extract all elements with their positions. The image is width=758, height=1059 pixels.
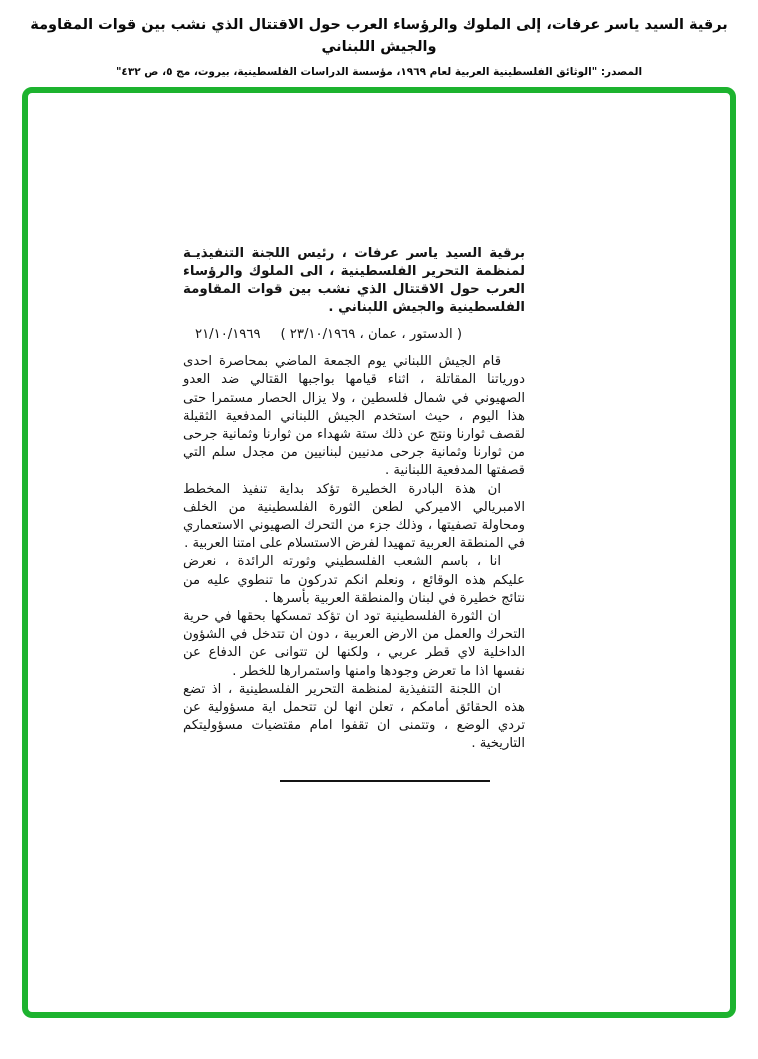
- paragraph-2: ان هذة البادرة الخطيرة تؤكد بداية تنفيذ المخطط الامبريالي الاميركي لطعن الثورة الفلسطينية من الخلف ومحاولة تصفيتها ، وذلك جزء من التحرك الصهيوني الاستعماري في المنطقة العربية تمهيدا لفرض الاستسلام على امتنا العربية .: [183, 481, 525, 552]
- paragraph-5: ان اللجنة التنفيذية لمنظمة التحرير الفلسطينية ، اذ تضع هذه الحقائق أمامكم ، تعلن انها لن تتحمل اية مسؤولية عن تردي الوضع ، وتتمنى ان تقفوا امام مقتضيات مسؤوليتكم التاريخية .: [183, 681, 525, 752]
- scanned-document: [183, 245, 525, 782]
- document-date: ٢١/١٠/١٩٦٩: [195, 327, 261, 342]
- signature-divider: [280, 780, 490, 783]
- top-header: [0, 14, 758, 78]
- document-body: [183, 353, 525, 753]
- document-date-source: ( الدستور ، عمان ، ٢٣/١٠/١٩٦٩ ): [280, 327, 462, 342]
- paragraph-1: قام الجيش اللبناني يوم الجمعة الماضي بمحاصرة احدى دورياتنا المقاتلة ، اثناء قيامها بواجبها القتالي ضد العدو الصهيوني في شمال فلسطين ، ولا يزال الحصار مستمرا حتى هذا اليوم ، حيث استخدم الجيش اللبناني المدفعية الثقيلة لقصف ثوارنا ونتج عن ذلك ستة شهداء من ثوارنا وثمانية جرحى من ثوارنا وثمانية جرحى مدنيين لبنانيين من مجدل سلم التي قصفتها المدفعية اللبنانية .: [183, 354, 525, 479]
- caption-title: برقية السيد ياسر عرفات، إلى الملوك والرؤساء العرب حول الاقتتال الذي نشب بين قوات المقاومة والجيش اللبناني: [30, 17, 728, 55]
- paragraph-4: ان الثورة الفلسطينية تود ان تؤكد تمسكها بحقها في حرية التحرك والعمل من الارض العربية ، دون ان تتدخل في الشؤون الداخلية لاي قطر عربي ، ولكنها لن تتوانى عن الدفاع عن نفسها اذا ما تعرض وجودها وامنها واستمرارها للخطر .: [183, 609, 525, 679]
- document-heading: برقية السيد ياسر عرفات ، رئيس اللجنة التنفيذيـة لمنظمة التحرير الفلسطينية ، الى الملوك والرؤساء العرب حول الاقتتال الذي نشب بين قوات المقاومة الفلسطينية والجيش اللبناني .: [183, 246, 525, 315]
- paragraph-3: انا ، باسم الشعب الفلسطيني وثورته الرائدة ، نعرض عليكم هذه الوقائع ، ونعلم انكم تدركون ما تنطوي عليه من نتائج خطيرة في لبنان والمنطقة العربية بأسرها .: [183, 554, 525, 606]
- document-dateline: [183, 326, 525, 344]
- caption-source: المصدر: "الوثائق الفلسطينية العربية لعام ١٩٦٩، مؤسسة الدراسات الفلسطينية، بيروت، مج ٥، ص ٤٣٢": [115, 66, 643, 78]
